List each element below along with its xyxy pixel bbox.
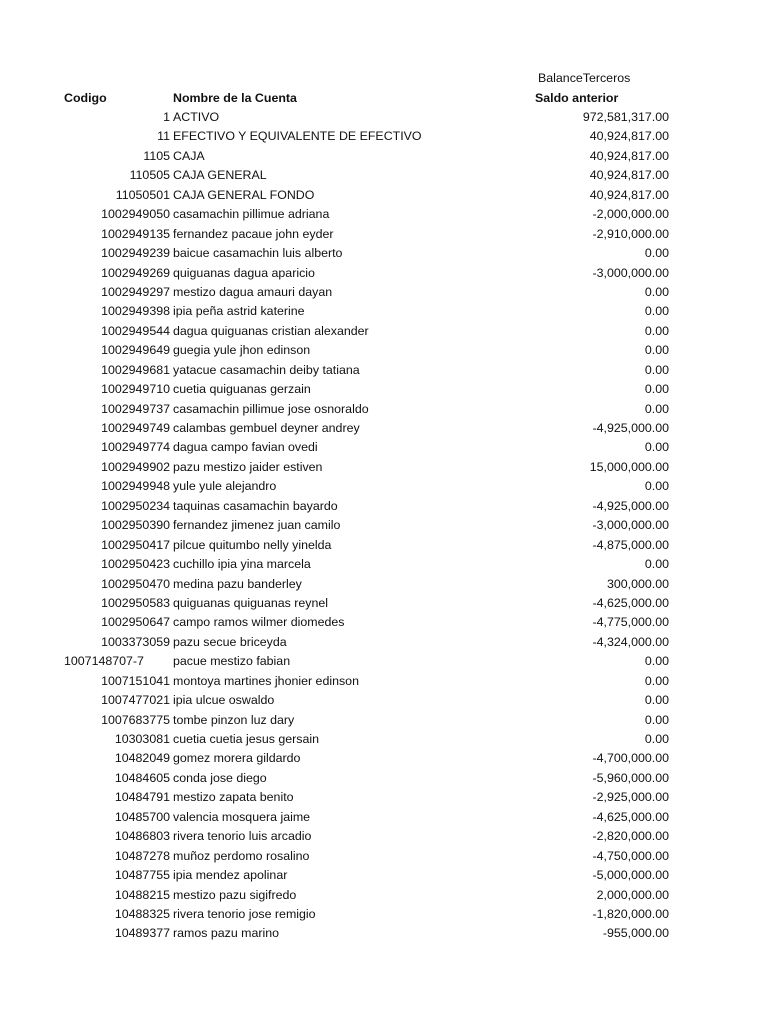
table-row xyxy=(0,438,768,457)
table-row xyxy=(0,788,768,807)
table-row xyxy=(0,380,768,399)
account-name: cuetia quiguanas gerzain xyxy=(173,382,311,397)
account-name: ipia ulcue oswaldo xyxy=(173,693,275,708)
previous-balance: 40,924,817.00 xyxy=(589,148,669,163)
account-name: mestizo pazu sigifredo xyxy=(173,887,297,902)
account-code: 10488215 xyxy=(114,887,170,902)
account-name: fernandez pacaue john eyder xyxy=(173,226,334,241)
account-code: 1002950417 xyxy=(101,537,170,552)
table-row xyxy=(0,866,768,885)
table-row xyxy=(0,652,768,671)
table-row xyxy=(0,477,768,496)
previous-balance: 40,924,817.00 xyxy=(589,187,669,202)
account-code: 1007148707-7 xyxy=(64,654,144,669)
account-name: muñoz perdomo rosalino xyxy=(173,848,310,863)
table-row xyxy=(0,108,768,127)
previous-balance: 2,000,000.00 xyxy=(596,887,669,902)
account-code: 1002949050 xyxy=(101,207,170,222)
account-name: cuchillo ipia yina marcela xyxy=(173,557,311,572)
account-code: 1002950647 xyxy=(101,615,170,630)
table-row xyxy=(0,497,768,516)
previous-balance: 15,000,000.00 xyxy=(589,459,669,474)
account-name: guegia yule jhon edinson xyxy=(173,343,311,358)
account-name: pacue mestizo fabian xyxy=(173,654,291,669)
account-name: rivera tenorio jose remigio xyxy=(173,906,316,921)
report-title: BalanceTerceros xyxy=(538,71,631,85)
account-name: ACTIVO xyxy=(173,110,220,124)
previous-balance: -4,324,000.00 xyxy=(592,634,669,649)
account-name: taquinas casamachin bayardo xyxy=(173,498,338,513)
account-name: CAJA GENERAL xyxy=(173,168,267,183)
previous-balance: 0.00 xyxy=(644,343,669,358)
account-code: 1002949269 xyxy=(101,265,170,280)
previous-balance: -5,960,000.00 xyxy=(592,770,669,785)
account-code: 1002949239 xyxy=(101,246,170,261)
table-row xyxy=(0,322,768,341)
account-code: 1003373059 xyxy=(101,634,170,649)
table-row xyxy=(0,924,768,943)
account-code: 10489377 xyxy=(114,926,170,941)
previous-balance: -4,700,000.00 xyxy=(592,751,669,766)
table-row xyxy=(0,847,768,866)
ledger-rows xyxy=(0,108,768,944)
account-name: dagua campo favian ovedi xyxy=(173,440,318,455)
account-name: quiguanas quiguanas reynel xyxy=(173,595,329,610)
table-row xyxy=(0,341,768,360)
previous-balance: 0.00 xyxy=(644,246,669,261)
previous-balance: -4,875,000.00 xyxy=(592,537,669,552)
previous-balance: 0.00 xyxy=(644,304,669,319)
account-code: 10487278 xyxy=(114,848,170,863)
table-row xyxy=(0,749,768,768)
previous-balance: -2,820,000.00 xyxy=(592,829,669,844)
account-code: 1002949902 xyxy=(101,459,170,474)
previous-balance: 0.00 xyxy=(644,479,669,494)
column-header-codigo: Codigo xyxy=(64,91,107,105)
account-code: 1002949649 xyxy=(101,343,170,358)
previous-balance: 0.00 xyxy=(644,673,669,688)
table-row xyxy=(0,905,768,924)
previous-balance: -955,000.00 xyxy=(602,926,669,941)
table-row xyxy=(0,361,768,380)
table-row xyxy=(0,594,768,613)
table-row xyxy=(0,886,768,905)
account-name: ipia peña astrid katerine xyxy=(173,304,305,319)
account-name: pazu secue briceyda xyxy=(173,634,287,649)
account-code: 11050501 xyxy=(115,187,170,202)
table-row xyxy=(0,205,768,224)
account-code: 1007151041 xyxy=(101,673,170,688)
account-code: 1002949710 xyxy=(101,382,170,397)
previous-balance: 972,581,317.00 xyxy=(582,110,669,124)
table-row xyxy=(0,555,768,574)
table-row xyxy=(0,633,768,652)
previous-balance: -4,625,000.00 xyxy=(592,595,669,610)
account-code: 10482049 xyxy=(114,751,170,766)
account-name: casamachin pillimue jose osnoraldo xyxy=(173,401,369,416)
account-code: 10485700 xyxy=(114,809,170,824)
previous-balance: -2,925,000.00 xyxy=(592,790,669,805)
account-code: 110505 xyxy=(129,168,170,183)
table-row xyxy=(0,575,768,594)
table-row xyxy=(0,419,768,438)
account-code: 10488325 xyxy=(114,906,170,921)
table-row xyxy=(0,147,768,166)
account-code: 1007683775 xyxy=(101,712,170,727)
previous-balance: -1,820,000.00 xyxy=(592,906,669,921)
previous-balance: 0.00 xyxy=(644,440,669,455)
previous-balance: 0.00 xyxy=(644,362,669,377)
previous-balance: 0.00 xyxy=(644,693,669,708)
table-row xyxy=(0,400,768,419)
account-code: 1002949544 xyxy=(101,323,170,338)
previous-balance: 300,000.00 xyxy=(606,576,669,591)
table-row xyxy=(0,691,768,710)
table-row xyxy=(0,536,768,555)
previous-balance: -3,000,000.00 xyxy=(592,265,669,280)
account-code: 10486803 xyxy=(114,829,170,844)
table-row xyxy=(0,808,768,827)
account-code: 1002949135 xyxy=(101,226,170,241)
previous-balance: 0.00 xyxy=(644,712,669,727)
account-code: 10484605 xyxy=(114,770,170,785)
column-header-nombre: Nombre de la Cuenta xyxy=(173,91,297,105)
account-code: 10484791 xyxy=(114,790,170,805)
previous-balance: -4,925,000.00 xyxy=(592,498,669,513)
account-name: montoya martines jhonier edinson xyxy=(173,673,359,688)
column-header-saldo: Saldo anterior xyxy=(535,91,619,105)
account-code: 10487755 xyxy=(114,868,170,883)
previous-balance: 0.00 xyxy=(644,284,669,299)
previous-balance: -4,750,000.00 xyxy=(592,848,669,863)
table-row xyxy=(0,458,768,477)
table-row xyxy=(0,613,768,632)
previous-balance: 0.00 xyxy=(644,654,669,669)
previous-balance: -2,910,000.00 xyxy=(592,226,669,241)
account-code: 1002950583 xyxy=(101,595,170,610)
account-name: baicue casamachin luis alberto xyxy=(173,246,343,261)
account-name: gomez morera gildardo xyxy=(173,751,301,766)
account-code: 1002949774 xyxy=(101,440,170,455)
account-code: 1007477021 xyxy=(101,693,170,708)
table-row xyxy=(0,283,768,302)
previous-balance: -3,000,000.00 xyxy=(592,518,669,533)
previous-balance: 40,924,817.00 xyxy=(589,129,669,144)
account-code: 1 xyxy=(163,110,170,124)
account-code: 1002949398 xyxy=(101,304,170,319)
account-code: 1002949681 xyxy=(101,362,170,377)
previous-balance: 0.00 xyxy=(644,323,669,338)
account-name: cuetia cuetia jesus gersain xyxy=(173,732,320,746)
account-name: tombe pinzon luz dary xyxy=(173,712,295,727)
account-name: CAJA GENERAL FONDO xyxy=(173,187,315,202)
account-code: 11 xyxy=(157,129,170,144)
account-code: 1002949948 xyxy=(101,479,170,494)
account-name: CAJA xyxy=(173,148,205,163)
account-name: campo ramos wilmer diomedes xyxy=(173,615,345,630)
account-name: ramos pazu marino xyxy=(173,926,280,941)
account-name: dagua quiguanas cristian alexander xyxy=(173,323,369,338)
account-name: pazu mestizo jaider estiven xyxy=(173,459,323,474)
table-row xyxy=(0,730,768,749)
table-row xyxy=(0,302,768,321)
account-code: 10303081 xyxy=(114,732,170,746)
account-name: yatacue casamachin deiby tatiana xyxy=(173,362,360,377)
previous-balance: -4,625,000.00 xyxy=(592,809,669,824)
account-name: calambas gembuel deyner andrey xyxy=(173,421,360,435)
previous-balance: -4,775,000.00 xyxy=(592,615,669,630)
account-name: rivera tenorio luis arcadio xyxy=(173,829,312,844)
account-code: 1002949297 xyxy=(101,284,170,299)
account-code: 1105 xyxy=(143,148,170,163)
account-code: 1002950423 xyxy=(101,557,170,572)
table-row xyxy=(0,711,768,730)
account-code: 1002949749 xyxy=(101,421,170,435)
table-row xyxy=(0,827,768,846)
table-row xyxy=(0,672,768,691)
table-row xyxy=(0,166,768,185)
account-code: 1002950234 xyxy=(101,498,170,513)
account-name: ipia mendez apolinar xyxy=(173,868,288,883)
table-row xyxy=(0,225,768,244)
table-row xyxy=(0,244,768,263)
previous-balance: -2,000,000.00 xyxy=(592,207,669,222)
account-name: mestizo dagua amauri dayan xyxy=(173,284,333,299)
account-name: quiguanas dagua aparicio xyxy=(173,265,315,280)
previous-balance: 40,924,817.00 xyxy=(589,168,669,183)
previous-balance: 0.00 xyxy=(644,557,669,572)
previous-balance: 0.00 xyxy=(644,732,669,746)
account-name: medina pazu banderley xyxy=(173,576,302,591)
account-name: mestizo zapata benito xyxy=(173,790,294,805)
account-name: conda jose diego xyxy=(173,770,267,785)
account-code: 1002950390 xyxy=(101,518,170,533)
account-code: 1002949737 xyxy=(101,401,170,416)
previous-balance: -4,925,000.00 xyxy=(592,421,669,435)
account-name: EFECTIVO Y EQUIVALENTE DE EFECTIVO xyxy=(173,129,422,144)
table-row xyxy=(0,769,768,788)
account-name: yule yule alejandro xyxy=(173,479,277,494)
account-name: pilcue quitumbo nelly yinelda xyxy=(173,537,332,552)
table-row xyxy=(0,186,768,205)
account-name: valencia mosquera jaime xyxy=(173,809,311,824)
table-row xyxy=(0,127,768,146)
account-code: 1002950470 xyxy=(101,576,170,591)
table-row xyxy=(0,264,768,283)
account-name: casamachin pillimue adriana xyxy=(173,207,330,222)
account-name: fernandez jimenez juan camilo xyxy=(173,518,341,533)
previous-balance: 0.00 xyxy=(644,401,669,416)
previous-balance: -5,000,000.00 xyxy=(592,868,669,883)
table-row xyxy=(0,516,768,535)
previous-balance: 0.00 xyxy=(644,382,669,397)
